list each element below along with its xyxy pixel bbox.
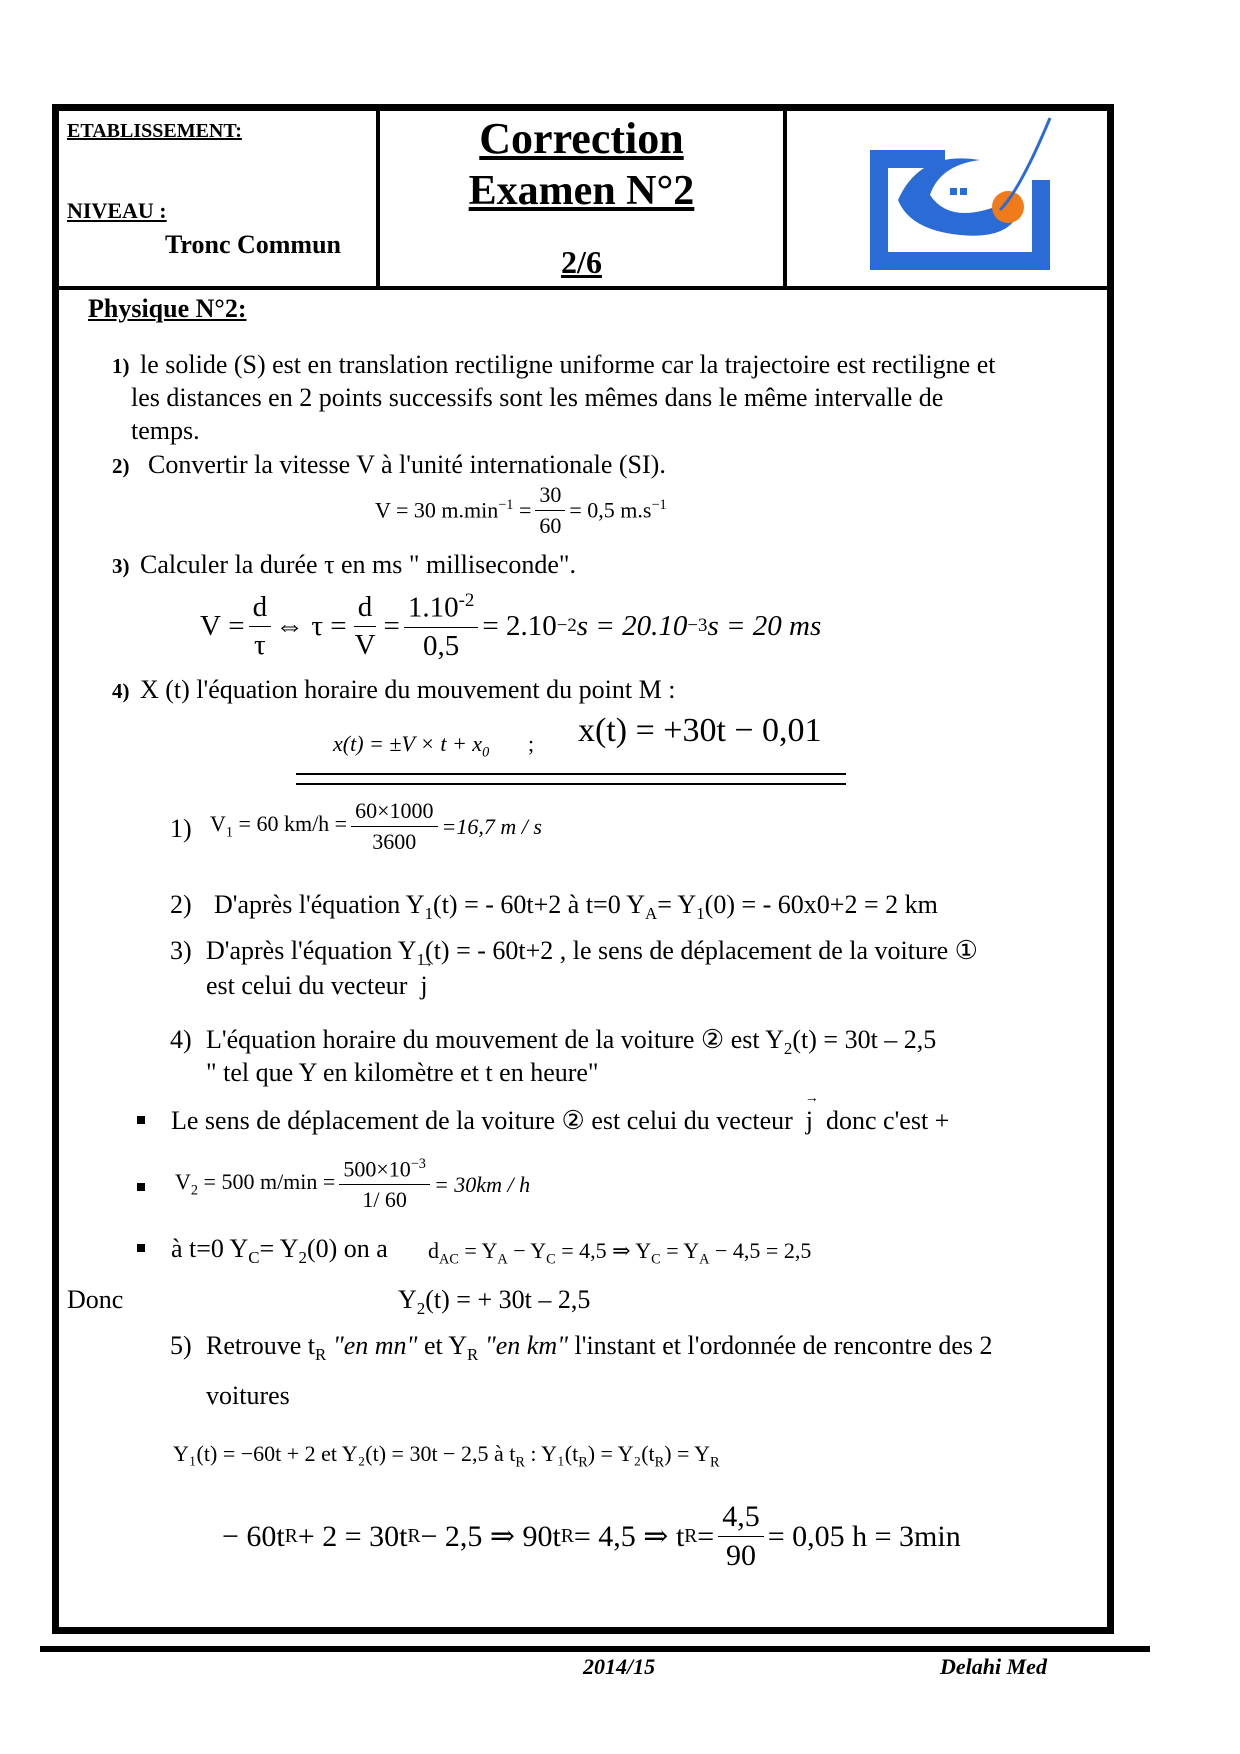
q4-general-equation: $x(t) = \pm V \times t + x_0$	[333, 731, 490, 761]
bullet	[137, 1244, 145, 1252]
q1-line2: les distances en 2 points successifs sont les mêmes dans le même intervalle de	[131, 383, 944, 412]
q3-number: 3)	[112, 554, 130, 578]
q3-text: Calculer la durée τ en ms " milliseconde".	[140, 550, 576, 579]
q4-text: X (t) l'équation horaire du mouvement du point M :	[140, 675, 676, 704]
header-col-divider-2	[783, 104, 787, 290]
a3-line2: est celui du vecteur → j	[206, 973, 428, 999]
q1-number: 1)	[112, 354, 130, 378]
eq1-formula: Y₁(t) = −60t + 2 et Y₂(t) = 30t − 2,5 à $t_R$ : $Y_1(t_R) = Y_2(t_R) = Y_R$	[173, 1441, 720, 1471]
a4-line2: " tel que Y en kilomètre et t en heure"	[206, 1058, 599, 1087]
a4-text: L'équation horaire du mouvement de la voiture ② est $Y_2(t) = 30t - 2,5$	[206, 1025, 937, 1059]
b3-text: à t=0 $Y_C= Y_2(0)$ on a	[171, 1234, 388, 1268]
a5-text: Retrouve $t_R$ "en mn" et $Y_R$ "en km" l'instant et l'ordonnée de rencontre des 2	[206, 1331, 993, 1365]
section-title: Physique N°2:	[88, 294, 247, 323]
q2-text: Convertir la vitesse V à l'unité internationale (SI).	[148, 450, 666, 479]
title-examen: Examen N°2	[468, 168, 695, 214]
q2-number: 2)	[112, 454, 130, 478]
q1-line3: temps.	[131, 416, 200, 445]
page-number: 2/6	[561, 244, 602, 280]
a5-number: 5)	[170, 1331, 192, 1360]
double-rule	[296, 773, 846, 785]
donc-equation: $Y_2(t)$ = + 30t – 2,5	[398, 1285, 591, 1319]
niveau-value: Tronc Commun	[165, 230, 341, 259]
bullet	[137, 1183, 145, 1191]
ministry-logo-icon	[860, 110, 1060, 280]
b3-formula: $d_{AC} = Y_A - Y_C = 4,5$ ⇒ $Y_C = Y_A - 4,5 = 2,5$	[428, 1238, 812, 1268]
footer-author: Delahi Med	[940, 1654, 1047, 1679]
a3-number: 3)	[170, 936, 192, 965]
header-divider	[52, 286, 1114, 290]
footer-year: 2014/15	[583, 1654, 656, 1679]
q3-formula: V = $\frac{d}{\tau}$ ⇔ τ = $\frac{d}{V}$ = $\frac{1.10^{-2}}{0,5}$ = 2.10 −2 s = 20.10 −3 s = 20 ms	[200, 590, 822, 662]
a2-number: 2)	[170, 890, 192, 919]
q1-line1: le solide (S) est en translation rectiligne uniforme car la trajectoire est rectiligne et	[140, 350, 996, 379]
a1-number: 1)	[170, 814, 192, 843]
a2-text: D'après l'équation $Y_1(t)$ = - 60t+2 à t=0 $Y_A= Y_1(0)$ = - 60x0+2 = 2 km	[214, 890, 938, 924]
a5-line2: voitures	[206, 1381, 290, 1410]
b1-text: Le sens de déplacement de la voiture ② est celui du vecteur → j donc c'est +	[171, 1108, 949, 1134]
q2-formula: V = 30 $m.\min^{-1}$ = $\frac{30}{60}$ = 0,5 $m.s^{-1}$	[375, 482, 667, 538]
eq2-formula: − 60t R + 2 = 30t R − 2,5 ⇒ 90t R = 4,5 ⇒ t R = $\frac{4,5}{90}$ = 0,05 h = 3min	[222, 1500, 961, 1572]
q4-separator: ;	[528, 731, 535, 756]
q4-number: 4)	[112, 679, 130, 703]
footer-rule	[40, 1646, 1150, 1652]
etablissement-label: ETABLISSEMENT:	[67, 120, 242, 142]
bullet	[137, 1116, 145, 1124]
a1-formula: $V_1 = 60$ km/h = $\frac{60\times 1000}{3600}$ =16,7 m / s	[210, 798, 542, 854]
b2-formula: $V_2 = 500$ m/min = $\frac{500\times 10^{-3}}{1/ 60}$ = 30km / h	[175, 1156, 531, 1213]
q4-final-equation: x(t) = +30t − 0,01	[578, 712, 822, 749]
a3-text: D'après l'équation $Y_1(t)$ = - 60t+2 , le sens de déplacement de la voiture ①	[206, 936, 978, 970]
title-correction: Correction	[479, 114, 684, 163]
a4-number: 4)	[170, 1025, 192, 1054]
niveau-label: NIVEAU :	[67, 198, 167, 223]
donc-label: Donc	[67, 1285, 124, 1314]
